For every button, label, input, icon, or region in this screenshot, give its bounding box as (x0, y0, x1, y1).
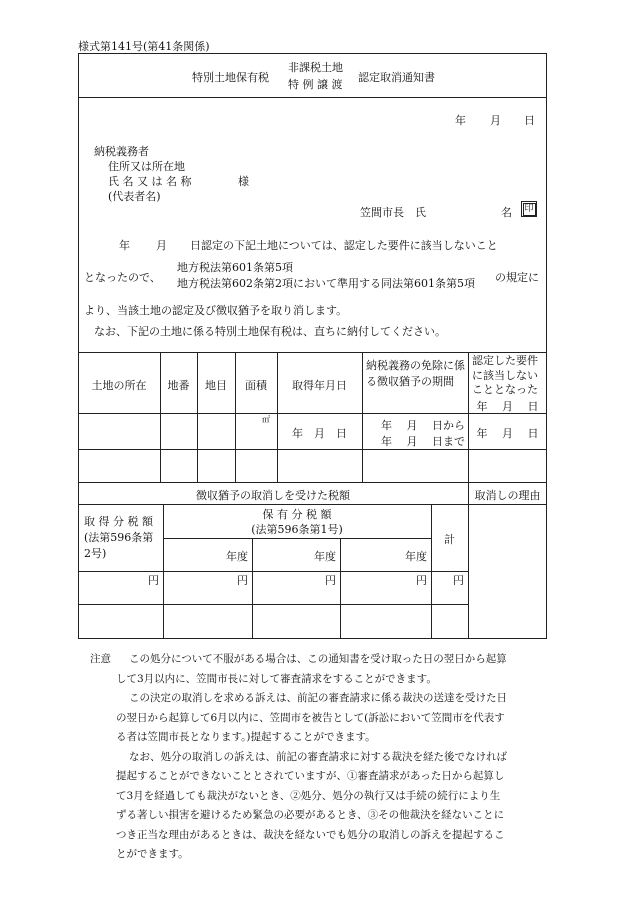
land-table-bottom (78, 482, 547, 483)
title-left: 特別土地保有税 (192, 71, 269, 84)
fiscal-year-2: 年度 (314, 550, 336, 563)
fiscal-year-3: 年度 (405, 550, 427, 563)
title-middle-top: 非課税土地 (288, 61, 343, 74)
land-col-line (235, 352, 236, 482)
area-unit: ㎡ (262, 415, 270, 424)
date-month: 月 (490, 114, 501, 127)
tax-reason-divider (468, 482, 469, 639)
header-ineligible-ymd: 年 月 日 (476, 400, 539, 413)
seal-icon: 印 (521, 201, 537, 217)
issuer-name-char: 名 (501, 206, 512, 219)
header-lot-number: 地番 (167, 379, 190, 392)
yen-2: 円 (237, 574, 248, 587)
land-table-row1-bottom (78, 449, 547, 450)
name-label: 氏 名 又 は 名 称 (108, 175, 192, 188)
acquisition-tax-label: 取 得 分 税 額 (法第596条第2号) (84, 515, 154, 560)
title-divider (78, 97, 547, 98)
header-land-category: 地目 (205, 379, 227, 392)
issuer-label: 笠間市長 氏 (360, 206, 426, 219)
header-ineligible-date: 認定した要件に該当しないこととなった (472, 354, 538, 396)
reason-heading: 取消しの理由 (474, 489, 541, 502)
body-line1: 日認定の下記土地については、認定した要件に該当しないこと (190, 239, 498, 252)
header-acquisition-date: 取得年月日 (292, 379, 347, 392)
title-middle-bottom: 特 例 譲 渡 (288, 78, 343, 91)
note-line: この処分について不服がある場合は、この通知書を受け取った日の翌日から起算 (129, 653, 507, 665)
address-label: 住所又は所在地 (108, 160, 185, 173)
taxpayer-heading: 納税義務者 (94, 145, 149, 158)
land-col-line (468, 352, 469, 482)
acq-ymd: 年 月 日 (292, 427, 347, 440)
header-location: 土地の所在 (91, 379, 147, 392)
body-law1: 地方税法第601条第5項 (177, 261, 293, 274)
tax-heading: 徴収猶予の取消しを受けた税額 (196, 489, 350, 502)
tax-table-heading-bottom (78, 504, 547, 505)
note-line: ずる著しい損害を避けるため緊急の必要があるとき、③その他裁決を経ないことに (116, 809, 505, 821)
note-line: とができます。 (116, 848, 189, 860)
period-to: 年 月 日まで (381, 435, 465, 448)
body-year: 年 (119, 239, 130, 252)
body-line2-suffix: の規定に (495, 271, 539, 284)
date-day: 日 (524, 114, 535, 127)
tax-table-holding-divider (163, 538, 431, 539)
total-label: 計 (444, 533, 455, 546)
form-number: 様式第141号(第41条関係) (78, 40, 210, 53)
header-area: 面積 (245, 379, 267, 392)
yen-4: 円 (416, 574, 427, 587)
tax-table-row-divider (78, 604, 468, 605)
body-month: 月 (156, 239, 167, 252)
note-line: して3月以内に、笠間市長に対して審査請求をすることができます。 (116, 672, 437, 685)
notes-label: 注意 (90, 653, 111, 665)
body-line4: なお、下記の土地に係る特別土地保有税は、直ちに納付してください。 (94, 325, 446, 338)
honorific: 様 (238, 175, 249, 188)
note-line: つき正当な理由があるときは、裁決を経ないでも処分の取消しの訴えを提起するこ (116, 828, 505, 841)
fiscal-year-1: 年度 (226, 550, 248, 563)
land-col-line (362, 352, 363, 482)
note-line: の翌日から起算して6月以内に、笠間市を被告として(訴訟において笠間市を代表す (116, 711, 505, 724)
land-col-line (197, 352, 198, 482)
body-line3: より、当該土地の認定及び徴収猶予を取り消します。 (84, 304, 348, 317)
note-line: なお、処分の取消しの訴えは、前記の審査請求に対する裁決を経た後でなければ (129, 750, 507, 763)
period-from: 年 月 日から (381, 419, 465, 432)
title-right: 認定取消通知書 (358, 71, 435, 84)
land-col-line (277, 352, 278, 482)
holding-tax-law: (法第596条第1号) (251, 523, 343, 536)
note-line: る者は笠間市長となります。)提起することができます。 (116, 731, 376, 743)
yen-1: 円 (148, 574, 159, 587)
representative-label: (代表者名) (108, 190, 161, 203)
land-col-line (160, 352, 161, 482)
date-year: 年 (455, 114, 466, 127)
body-law2: 地方税法第602条第2項において準用する同法第601条第5項 (177, 277, 475, 290)
body-line2-prefix: となったので、 (84, 271, 161, 284)
yen-5: 円 (453, 574, 464, 587)
ineligible-row-ymd: 年 月 日 (476, 427, 539, 440)
land-table-top (78, 352, 547, 353)
note-line: この決定の取消しを求める訴えは、前記の審査請求に係る裁決の送達を受けた日 (129, 692, 507, 704)
note-line: 提起することができないこととされていますが、①審査請求があった日から起算し (116, 770, 505, 782)
yen-3: 円 (325, 574, 336, 587)
holding-tax-label: 保 有 分 税 額 (262, 508, 332, 521)
header-deferral-period: 納税義務の免除に係る徴収猶予の期間 (366, 359, 465, 388)
note-line: て3月を経過しても裁決がないとき、②処分、処分の執行又は手続の続行により生 (116, 789, 501, 802)
